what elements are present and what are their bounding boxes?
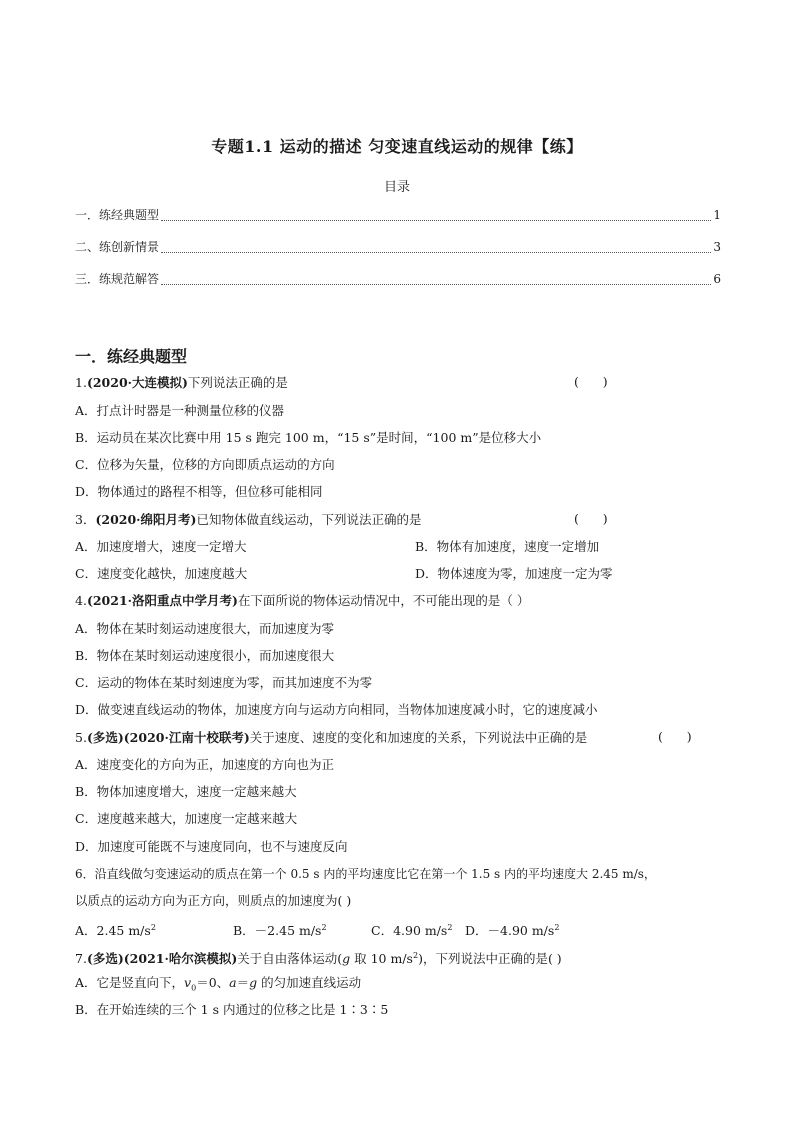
question-text: 已知物体做直线运动，下列说法正确的是 [196,512,422,527]
option: B．物体在某时刻运动速度很小，而加速度很大 [75,648,335,663]
question-number: 3． [75,512,96,527]
option: A．2.45 $m/s^2$ [75,923,156,939]
answer-bracket: ( ) [574,511,608,526]
section-heading: 一．练经典题型 [75,347,188,366]
toc-leader [161,210,711,221]
toc-heading: 目录 [383,180,410,195]
option: B．在开始连续的三个 1 s 内通过的位移之比是 1∶3∶5 [75,1002,389,1017]
option: A．打点计时器是一种测量位移的仪器 [75,403,285,418]
option-row [75,565,613,583]
option: C．速度越来越大，加速度一定越来越大 [75,811,298,826]
option: B．物体有加速度，速度一定增加 [415,539,600,554]
document-title: 专题1.1 运动的描述 匀变速直线运动的规律【练】 [211,137,583,156]
option: A．速度变化的方向为正，加速度的方向也为正 [75,757,335,772]
option: B．运动员在某次比赛中用 15 s 跑完 100 m，“15 s”是时间，“100 m”是位移大小 [75,430,542,445]
question-text: 下列说法正确的是 [187,375,288,390]
toc-entry[interactable] [75,206,721,224]
toc-entry-page: 6 [713,272,721,286]
toc-entry-label: 二、练创新情景 [75,240,160,254]
option: A．它是竖直向下，$v_0=0$、a＝g 的匀加速直线运动 [75,975,362,993]
answer-bracket: ( ) [658,729,692,744]
option: A．加速度增大，速度一定增大 [75,539,247,554]
question-source: (多选)(2021·哈尔滨模拟) [86,951,238,967]
option: D．加速度可能既不与速度同向，也不与速度反向 [75,839,348,854]
question-source: (2021·洛阳重点中学月考) [86,593,238,608]
question-source: (2020·绵阳月考) [95,512,197,527]
question-text: 在下面所说的物体运动情况中，不可能出现的是（ ） [237,593,530,608]
question-text: 关于速度、速度的变化和加速度的关系，下列说法中正确的是 [249,730,588,745]
option: D．物体速度为零，加速度一定为零 [415,566,613,581]
option: A．物体在某时刻运动速度很大，而加速度为零 [75,621,335,636]
toc-leader [161,242,711,253]
option: D．－4.90 $m/s^2$ [465,923,560,939]
question-number: 4. [75,593,87,608]
toc-entry[interactable] [75,270,721,288]
option-row [75,538,600,556]
question-stem [75,374,288,392]
question-source: (2020·大连模拟) [86,375,188,390]
question-stem: 6．沿直线做匀变速运动的质点在第一个 0.5 s 内的平均速度比它在第一个 1.5 s 内的平均速度大 2.45 m/s， [75,867,656,881]
option: C．运动的物体在某时刻速度为零，而其加速度不为零 [75,675,373,690]
toc-entry-page: 3 [713,240,721,254]
question-stem-cont: 以质点的运动方向为正方向，则质点的加速度为( ) [75,893,352,908]
toc-entry-label: 三．练规范解答 [75,272,160,286]
question-stem [75,511,421,529]
option: B．物体加速度增大，速度一定越来越大 [75,784,297,799]
question-stem: 7.(多选)(2021·哈尔滨模拟)关于自由落体运动(g 取 10 $m/s^2$)，下列说法中正确的是( ) [75,951,562,967]
option: C．4.90 $m/s^2$ [371,923,453,939]
option: D．物体通过的路程不相等，但位移可能相同 [75,484,323,499]
option: B．－2.45 $m/s^2$ [233,923,327,939]
question-number: 7. [75,951,87,967]
option-row [75,919,560,940]
option: C．位移为矢量，位移的方向即质点运动的方向 [75,457,335,472]
question-stem [75,729,587,747]
answer-bracket: ( ) [574,374,608,389]
toc-entry[interactable] [75,238,721,256]
toc-entry-label: 一．练经典题型 [75,208,160,222]
question-number: 1. [75,375,87,390]
toc-entry-page: 1 [713,208,721,222]
option: D．做变速直线运动的物体，加速度方向与运动方向相同，当物体加速度减小时，它的速度减小 [75,702,598,717]
option: C．速度变化越快，加速度越大 [75,566,248,581]
toc-leader [161,274,711,285]
question-source: (多选)(2020·江南十校联考) [86,730,250,745]
question-stem [75,592,529,610]
question-number: 5. [75,730,87,745]
